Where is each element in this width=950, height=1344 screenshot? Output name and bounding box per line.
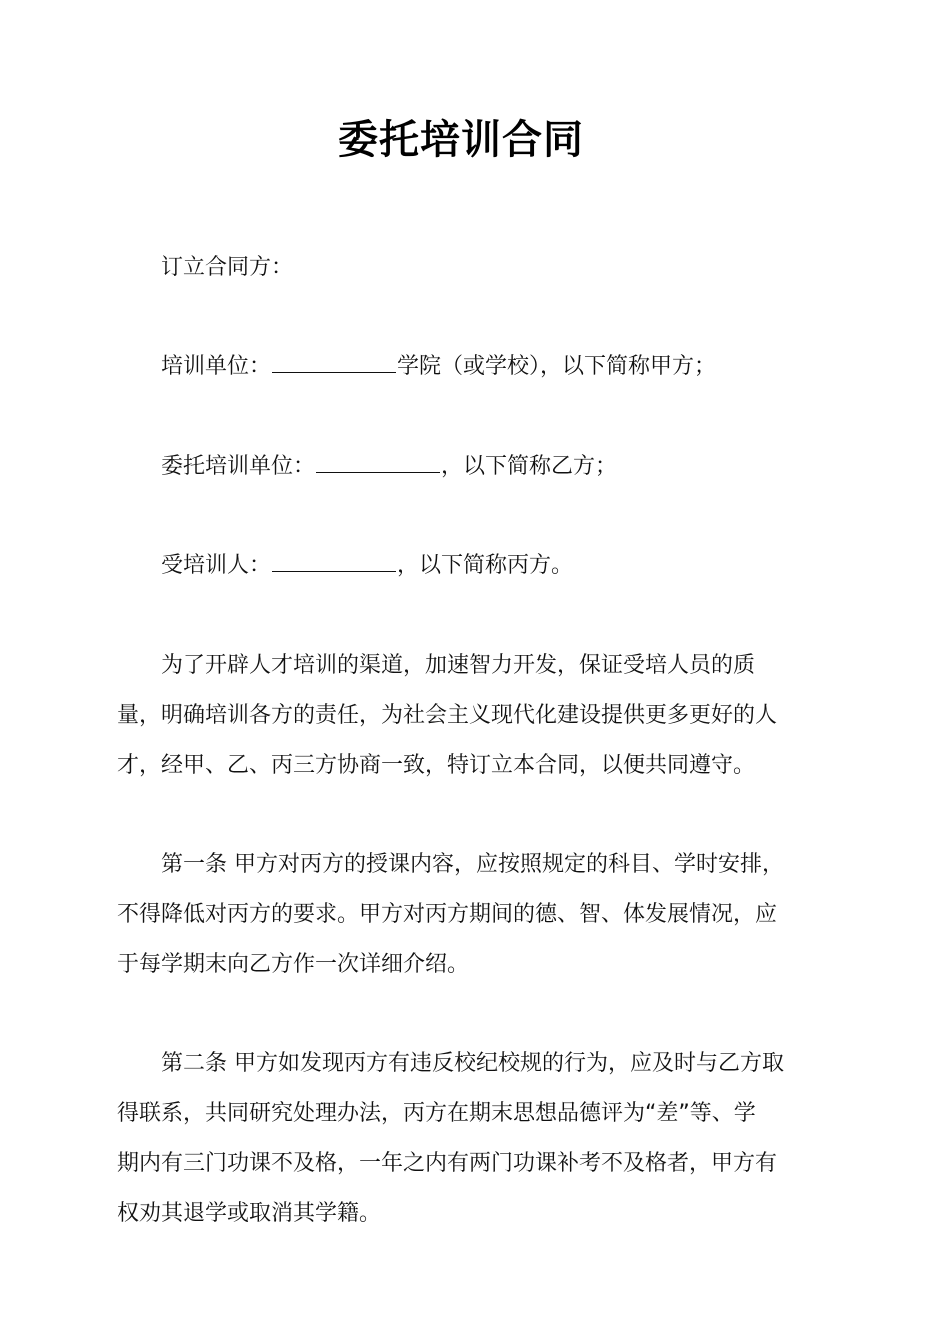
party-b-suffix: ，以下简称乙方；: [441, 454, 618, 479]
party-c-blank: [272, 549, 396, 572]
party-b-line: [161, 450, 881, 484]
preamble-line-1: 为了开辟人才培训的渠道，加速智力开发，保证受培人员的质: [161, 653, 756, 678]
party-c-label: 受培训人：: [161, 553, 272, 578]
party-c-suffix: ，以下简称丙方。: [397, 553, 574, 578]
party-a-line: [161, 350, 881, 384]
article2-line-4: 权劝其退学或取消其学籍。: [117, 1201, 382, 1226]
preamble-line-2: 量，明确培训各方的责任，为社会主义现代化建设提供更多更好的人: [117, 703, 778, 728]
article2-line-1: 第二条 甲方如发现丙方有违反校纪校规的行为，应及时与乙方取: [161, 1051, 784, 1076]
party-a-blank: [272, 350, 396, 373]
article1-line-3: 于每学期末向乙方作一次详细介绍。: [117, 952, 470, 977]
party-c-line: [161, 549, 881, 583]
article1-line-2: 不得降低对丙方的要求。甲方对丙方期间的德、智、体发展情况，应: [117, 902, 778, 927]
party-b-blank: [316, 450, 440, 473]
article1-line-1: 第一条 甲方对丙方的授课内容，应按照规定的科目、学时安排，: [161, 852, 784, 877]
party-a-label: 培训单位：: [161, 354, 272, 379]
party-a-suffix: 学院（或学校），以下简称甲方；: [397, 354, 717, 379]
article2-line-3: 期内有三门功课不及格，一年之内有两门功课补考不及格者，甲方有: [117, 1151, 778, 1176]
preamble-line-3: 才，经甲、乙、丙三方协商一致，特订立本合同，以便共同遵守。: [117, 753, 756, 778]
party-b-label: 委托培训单位：: [161, 454, 316, 479]
parties-label: 订立合同方：: [161, 255, 294, 280]
article2-line-2: 得联系，共同研究处理办法，丙方在期末思想品德评为“差”等、学: [117, 1101, 756, 1126]
document-title: 委托培训合同: [338, 117, 584, 163]
